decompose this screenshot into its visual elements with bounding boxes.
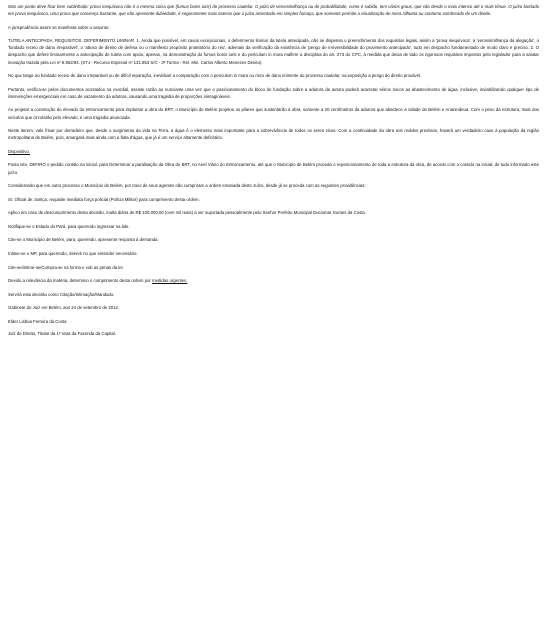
paragraph-prova-inequivoca: Mas um ponto deve ficar bem sublinhado: prova inequívoca não é a mesma coisa que (fumus bonis iuris) do processo cautelar. O juízo de verossimilhança ou de probabilidade, como é sabido, tem vários graus, que vão desde o mais intenso até o mais tênue. O juízo fundado em prova inequívoca, uma prova que convença bastante, que não apresente dubiedade, é seguramente mais intenso que o juízo assentado em simples fumaça, que somente permite a visualização de mera silhueta ou contorno sombreado de um direito.: [8, 4, 539, 17]
paragraph-notifique-estado: Notifique-se o Estado do Pará, para querendo ingressar na lide.: [8, 223, 130, 229]
paragraph-agua: Neste iterem, vale frisar por derradeiro que, desde o surgimento da vida na Terra, a água é o elemento mais importante para a sobrevivência de todos os seres vivos. Com a continuidade da obra nos moldes previstos, haverá um verdadeiro caos à população da região metropolitana de Belém, pois, amargará mais ainda com a falta d'água, que já é um serviço altamente deficitário.: [8, 128, 539, 141]
relevancia-text: Devido a relevância da matéria, determino o cumprimento desta ordem por: [8, 278, 153, 284]
paragraph-servira: Servirá esta decisão como Citação/Intimação/Mandado.: [8, 291, 115, 297]
section-heading-dispositivo: Dispositivo.: [8, 148, 30, 154]
paragraph-deferimento: Posto isto, DEFIRO o pedido contido na inicial, para Determinar a paralisação da Obra do BRT, no Anel Viário do Entroncamento, até que o Município de Belém proceda o reposicionamento de toda a estrutura da obra, de acordo com o contido na inicial, de tudo informado este juízo.: [8, 162, 539, 175]
medidas-urgentes-text: medidas urgentes.: [152, 278, 188, 284]
paragraph-portanto: Portanto, verifica-se pelos documentos acostados na exordial, assiste razão ao nunciante uma vez que o posicionamento do bloco de fundação sobre a adutora da autora poderá acarretar sérios riscos ao abastecimento de água, inclusive, inviabilizando qualquer tipo de intervenções emergenciais em caso de vazamento da adutora, causando uma tragédia de proporções inimagináveis.: [8, 86, 539, 99]
paragraph-construcao-elevado: Ao projetar a construção do elevado do entroncamento para implantar a obra do BRT, o Município de Belém projetou os pilares que sustentarão a obra, somente a 20 centímetros da adutora que abastece a cidade de Belém e Ananindeua. Com o peso da estrutura, mais dos veículos que circularão pelo elevado, é uma tragédia anunciada.: [8, 107, 539, 120]
paragraph-intime-mp: Intime-se o MP, para querendo, intervir no que entender necessário.: [8, 251, 138, 257]
paragraph-providencias: Considerando que em outro processo o Município de Belém, por meio de seus agentes não cumpriram a ordem emanada deste Juízo, desde já se proceda com as seguintes providências:: [8, 183, 366, 189]
paragraph-cumpra-se: Cite-se/intime-se/Cumpra-se na forma e sob as penas da lei.: [8, 264, 124, 270]
signature-title: Juiz de Direito, Titular da 1ª Vara da Fazenda da Capital.: [8, 331, 117, 337]
paragraph-fundado-receio: No que tange ao fundado receio de dano irreparável ou de difícil reparação, inevitável a comparação com o periculum in mora ou risco de dano iminente do processo cautelar, na exposição a perigo do direito provável.: [8, 73, 422, 79]
paragraph-cite-municipio: Cite-se o Município de Belém, para, querendo, apresente resposta à demanda.: [8, 237, 159, 243]
signature-name: Elder Lisboa Ferreira da Costa: [8, 319, 67, 325]
paragraph-oficial-justica: Sr. Oficial de Justiça, requisite imediata força policial (Polícia Militar) para cumprimento desta ordem.: [8, 196, 200, 202]
paragraph-relevancia: [8, 277, 539, 284]
paragraph-gabinete-date: Gabinete do Juiz em Belém, aos 24 de setembro de 2012.: [8, 305, 120, 311]
paragraph-jurisprudencia-intro: A jurisprudência assim se manifesta sobre o assunto:: [8, 24, 110, 30]
paragraph-multa: Aplico em caso de descumprimento desta decisão, multa diária de R$ 100.000,00 (cem mil reais) a ser suportada pessoalmente pelo Senhor Prefeito Municipal Duciomar Gomes da Costa.: [8, 210, 367, 216]
paragraph-jurisprudence-citation: TUTELA ANTECIPADA. REQUISITOS. DEFERIMENTO LIMINAR. 1. Ainda que possível, em casos excepcionais, o deferimento liminar da tutela antecipada, não se dispensa o preenchimento dos requisitos legais, assim a 'prova inequívoca', a 'verossimilhança da alegação', o 'fundado receio de dano irreparável', o 'abuso de direito de defesa ou o manifesto propósito protelatório do réu', ademais da verificação da existência de 'perigo de irreversibilidade do provimento antecipado', tudo em despacho fundamentado de modo claro e preciso. 2. O despacho que defere liminarmente a antecipação de tutela com apoio, apenas, na demonstração do fumus bonis iuris e do periculum in mora malfere a disciplina do art. 273 do CPC, à medida que deixa de lado os rigorosos requisitos impostos pelo legislador para a salutar inovação trazida pela Lei nº 8.952/94. (STJ - Recurso Especial nº 131.853 S/C - 3ª Turma - Rel. Min. Carlos Alberto Menezes Direito).: [8, 38, 539, 65]
